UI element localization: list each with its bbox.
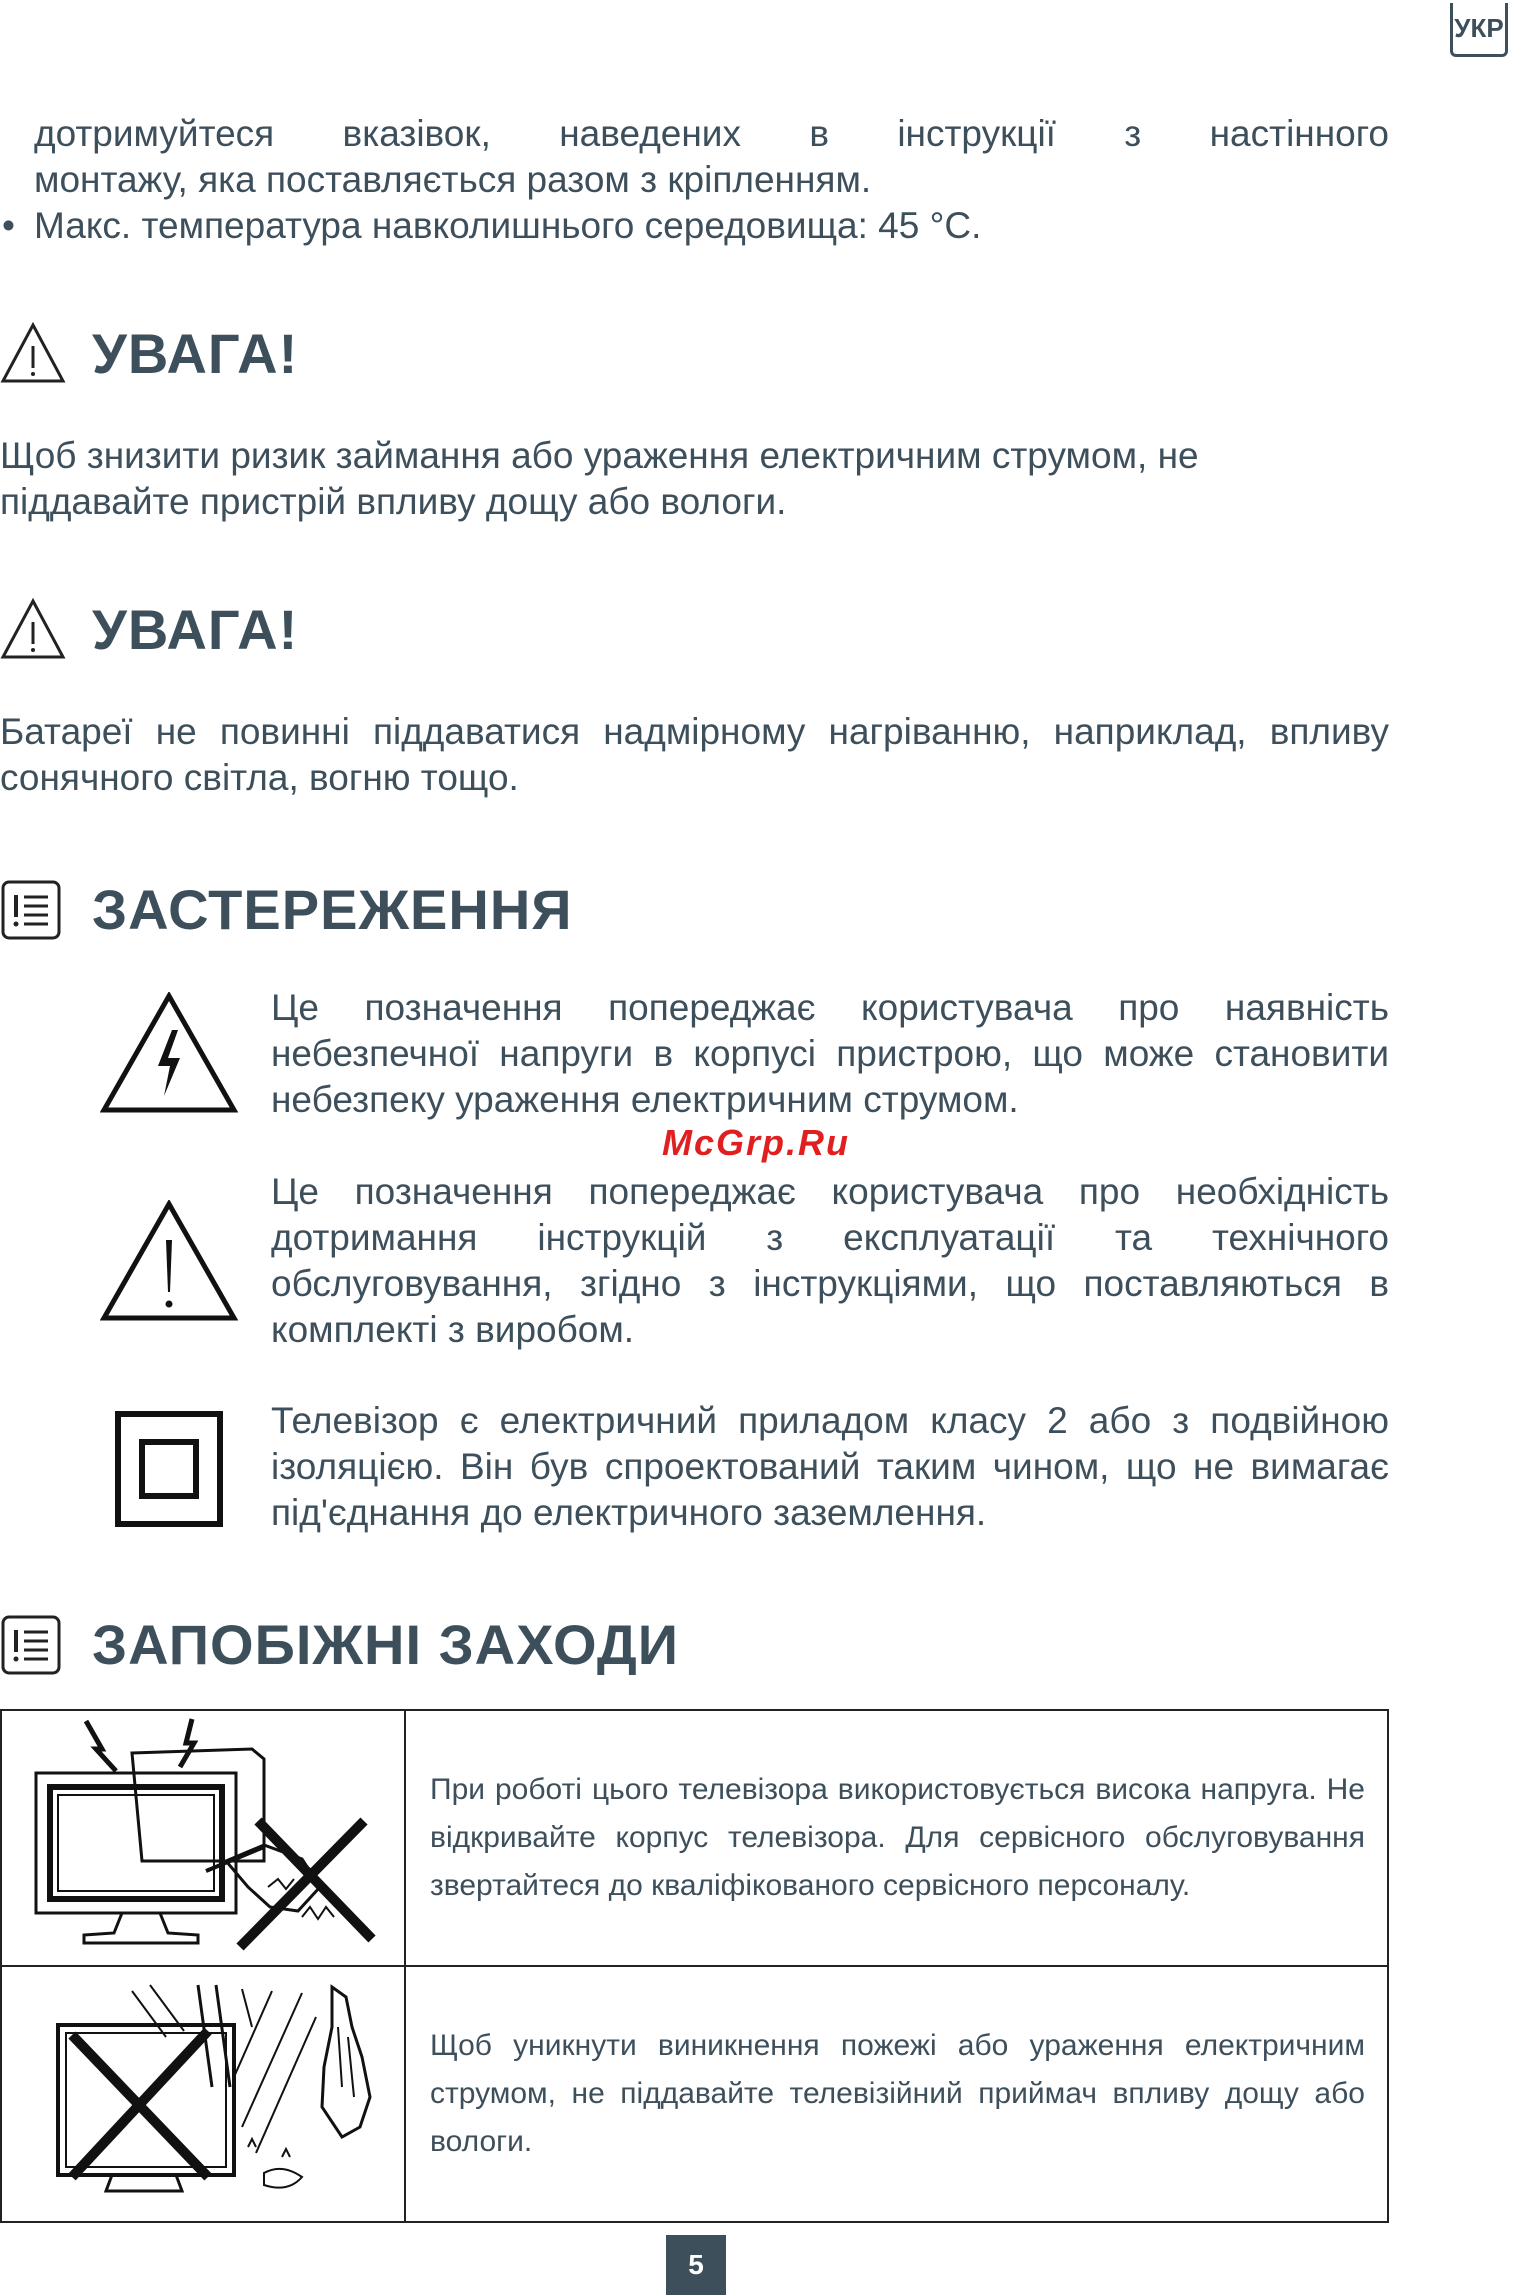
warning-triangle-icon xyxy=(0,598,66,660)
caution-1-text: Це позначення попереджає користувача про наявність небезпечної напруги в корпусі пристрою, що може становити небезпеку ураження електричним струмом. xyxy=(271,987,1389,1120)
table-row xyxy=(1,1710,1388,1966)
caution-2-text: Це позначення попереджає користувача про необхідність дотримання інструкцій з експлуатації та технічного обслуговування, згідно з інструкціями, що поставляються в комплекті з виробом. xyxy=(271,1171,1389,1350)
instructions-list-icon xyxy=(0,879,62,941)
precaution-1-image-cell xyxy=(1,1710,405,1966)
precautions-table xyxy=(0,1709,1389,2223)
precaution-2-image-cell xyxy=(1,1966,405,2222)
warning-1-title: УВАГА! xyxy=(92,322,299,385)
intro-line-2: монтажу, яка поставляється разом з кріпленням. xyxy=(34,159,872,200)
warning-triangle-icon xyxy=(0,322,66,384)
page-number: 5 xyxy=(666,2235,726,2295)
language-badge: УКР xyxy=(1450,3,1508,57)
precaution-1-text: При роботі цього телевізора використовується висока напруга. Не відкривайте корпус телевізора. Для сервісного обслуговування звертайтеся до кваліфікованого сервісного персоналу. xyxy=(405,1710,1388,1966)
table-row xyxy=(1,1966,1388,2222)
warning-2-text: Батареї не повинні піддаватися надмірному нагріванню, наприклад, впливу сонячного світла, вогню тощо. xyxy=(0,711,1389,798)
intro-bullet: Макс. температура навколишнього середовища: 45 °C. xyxy=(34,205,982,246)
no-rain-moisture-icon xyxy=(2,1967,404,2216)
cautions-title: ЗАСТЕРЕЖЕННЯ xyxy=(92,878,573,941)
warning-1-text: Щоб знизити ризик займання або ураження електричним струмом, не піддавайте пристрій впливу дощу або вологи. xyxy=(0,435,1199,522)
precaution-2-text: Щоб уникнути виникнення пожежі або ураження електричним струмом, не піддавайте телевізійний приймач впливу дощу або вологи. xyxy=(405,1966,1388,2222)
double-insulation-icon xyxy=(114,1410,224,1528)
intro-line-1: дотримуйтеся вказівок, наведених в інструкції з настінного xyxy=(34,113,1389,154)
instructions-list-icon xyxy=(0,1614,62,1676)
do-not-open-tv-icon xyxy=(2,1711,404,1960)
caution-3-text: Телевізор є електричний приладом класу 2 або з подвійною ізоляцією. Він був спроектований таким чином, що не вимагає під'єднання до електричного заземлення. xyxy=(271,1400,1389,1533)
warning-2-title: УВАГА! xyxy=(92,598,299,661)
lightning-warning-icon xyxy=(100,992,238,1114)
bullet-dot: • xyxy=(2,205,15,246)
precautions-title: ЗАПОБІЖНІ ЗАХОДИ xyxy=(92,1613,679,1676)
watermark: McGrp.Ru xyxy=(662,1122,851,1163)
exclamation-warning-icon xyxy=(100,1200,238,1322)
